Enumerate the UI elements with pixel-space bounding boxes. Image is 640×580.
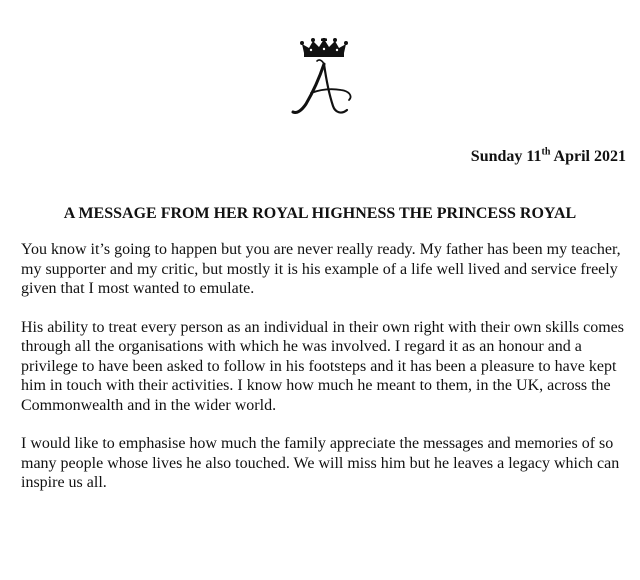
message-body xyxy=(21,240,629,512)
royal-cypher-crest-icon xyxy=(289,38,359,120)
message-paragraph: His ability to treat every person as an individual in their own right with their own skills comes through all the organisations with which he was involved. I regard it as an honour and a privilege to have been asked to follow in his footsteps and it has been a pleasure to have kept him in touch with their activities. I know how much he meant to them, in the UK, across the Commonwealth and in the wider world. xyxy=(21,318,624,414)
date-weekday: Sunday xyxy=(470,148,523,165)
date-month-year: April 2021 xyxy=(553,148,626,165)
document-date xyxy=(471,148,626,166)
document-title: A MESSAGE FROM HER ROYAL HIGHNESS THE PRINCESS ROYAL xyxy=(63,205,577,222)
message-paragraph: You know it’s going to happen but you are never really ready. My father has been my teacher, my supporter and my critic, but mostly it is his example of a life well lived and service freely given that I most wanted to emulate. xyxy=(21,241,621,297)
date-day: 11 xyxy=(526,148,542,165)
date-ordinal-suffix: th xyxy=(541,146,551,158)
message-paragraph: I would like to emphasise how much the family appreciate the messages and memories of so many people whose lives he also touched. We will miss him but he leaves a legacy which can inspire us all. xyxy=(21,435,620,491)
